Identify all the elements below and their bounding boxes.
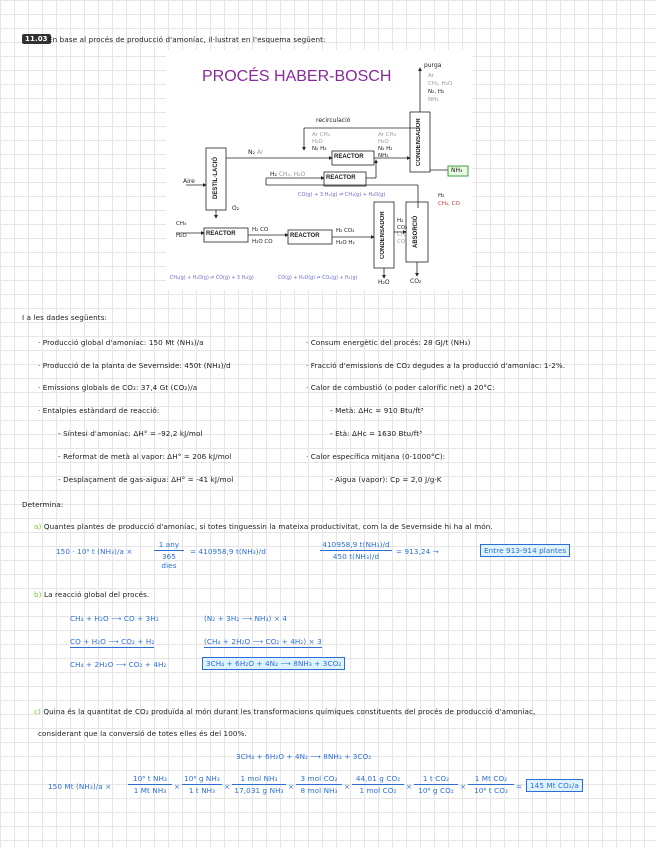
absorcio-label: ABSORCIÓ	[413, 215, 419, 249]
qb-right-1: (CH₄ + 2H₂O ⟶ CO₂ + 4H₂) × 3	[204, 637, 322, 646]
reactor-4-label: REACTOR	[290, 233, 320, 239]
data-left-2: · Emissions globals de CO₂: 37,4 Gt (CO₂)/a	[38, 383, 198, 392]
o2-label: O₂	[232, 205, 240, 212]
r3-out-bottom: H₂O CO	[252, 239, 273, 245]
r4-out-bottom: H₂O H₂	[336, 240, 355, 246]
question-b: b) La reacció global del procés.	[34, 590, 150, 599]
enthalpy-1: - Reformat de metà al vapor: ΔH° = 206 kJ/mol	[58, 452, 232, 461]
qb-reaction-1: CO + H₂O ⟶ CO₂ + H₂	[70, 637, 155, 646]
qc-calc-start: 150 Mt (NH₃)/a ×	[48, 782, 112, 791]
aire-label: Aire	[183, 178, 195, 185]
qc-answer: 145 Mt CO₂/a	[526, 779, 583, 792]
times-5: ×	[406, 782, 413, 791]
question-c-line1: c) Quina és la quantitat de CO₂ produïda al món durant les transformacions químiques constituents del procés de producció d'amoníac,	[34, 707, 536, 716]
n2-label: N₂ Ar	[248, 149, 264, 156]
absorcio-top-species: H₂ CH₄, CO	[438, 193, 460, 207]
data-right-0: · Consum energètic del procés: 28 GJ/t (NH₃)	[306, 338, 471, 347]
question-a: a) Quantes plantes de producció d'amoníac, si totes tinguessin la mateixa productivitat, com la de Severnside hi ha al món.	[34, 522, 493, 531]
r3-out-top: H₂ CO	[252, 227, 269, 233]
diagram-title: PROCÉS HABER-BOSCH	[202, 68, 392, 85]
qc-frac-1: 10⁶ t NH₃ 1 Mt NH₃	[128, 774, 172, 795]
data-left-0: · Producció global d'amoníac: 150 Mt (NH₃)/a	[38, 338, 204, 347]
recirculacio-label: recirculació	[316, 117, 351, 124]
times-2: ×	[224, 782, 231, 791]
shift-eq: CO(g) + H₂O(g) ⇌ CO₂(g) + H₂(g)	[278, 276, 358, 281]
qa-frac-2: 410958,9 t(NH₃)/d 450 t(NH₃)/d	[320, 540, 392, 561]
reforming-eq: CH₄(g) + H₂O(g) ⇌ CO(g) + 3 H₂(g)	[170, 276, 254, 281]
condensador-1-label: CONDENSADOR	[416, 118, 422, 166]
heat-capacity-label: · Calor específica mitjana (0-1000°C):	[306, 452, 446, 461]
qc-frac-5: 44,01 g CO₂ 1 mol CO₂	[352, 774, 404, 795]
qb-global-reaction: 3CH₄ + 6H₂O + 4N₂ ⟶ 8NH₃ + 3CO₂	[202, 657, 345, 670]
cond2-out-species: H₂ CO₂ CH₄ CO	[397, 218, 408, 245]
reactor1-outlet-species: Ar CH₄ H₂O N₂ H₂ NH₃	[378, 132, 396, 159]
reactor-3-label: REACTOR	[206, 231, 236, 237]
question-c-line2: considerant que la conversió de totes elles és del 100%.	[38, 729, 247, 738]
data-right-2: · Calor de combustió (o poder calorífic net) a 20°C:	[306, 383, 495, 392]
nh3-output-label: NH₃	[451, 167, 463, 174]
water-cp: - Aigua (vapor): Cp = 2,0 J/g·K	[330, 475, 442, 484]
calorific-0: - Metà: ΔHc = 910 Btu/ft³	[330, 406, 424, 415]
reactor-2-label: REACTOR	[326, 175, 356, 181]
qb-right-0: (N₂ + 3H₂ ⟶ NH₃) × 4	[204, 614, 288, 623]
h2-line-label: H₂ CH₄, H₂O	[270, 171, 306, 178]
problem-number: 11.03	[22, 34, 51, 43]
data-right-1: · Fracció d'emissions de CO₂ degudes a la producció d'amoníac: 1-2%.	[306, 361, 566, 370]
qb-reaction-2: CH₄ + 2H₂O ⟶ CO₂ + 4H₂	[70, 660, 167, 669]
destillacio-label: DESTIL·LACIÓ	[213, 157, 219, 199]
times-3: ×	[288, 782, 295, 791]
qa-answer: Entre 913-914 plantes	[480, 544, 570, 557]
methanation-eq: CO(g) + 3 H₂(g) ⇌ CH₄(g) + H₂O(g)	[298, 192, 386, 198]
bottom-inlet-species: CH₄ H₂O	[176, 221, 187, 239]
reactor-1-label: REACTOR	[334, 154, 364, 160]
qb-reaction-0: CH₄ + H₂O ⟶ CO + 3H₂	[70, 614, 159, 623]
calorific-1: - Età: ΔHc = 1630 Btu/ft³	[330, 429, 423, 438]
equals-sign: =	[516, 782, 523, 791]
reactor1-inlet-species: Ar CH₄ H₂O N₂ H₂	[312, 132, 330, 152]
enthalpy-0: - Síntesi d'amoníac: ΔH° = -92,2 kJ/mol	[58, 429, 203, 438]
co2-out-label: CO₂	[410, 278, 422, 285]
h2o-out-label: H₂O	[378, 279, 390, 286]
data-header: I a les dades següents:	[22, 313, 108, 322]
determina-label: Determina:	[22, 500, 64, 509]
process-diagram	[166, 50, 472, 290]
enthalpy-2: - Desplaçament de gas-aigua: ΔH° = -41 kJ/mol	[58, 475, 234, 484]
intro-text: En base al procés de producció d'amoníac, il·lustrat en l'esquema següent:	[48, 35, 326, 44]
times-4: ×	[344, 782, 351, 791]
qa-result-2: = 913,24 →	[396, 547, 439, 556]
qc-frac-2: 10⁶ g NH₃ 1 t NH₃	[182, 774, 222, 795]
qc-frac-6: 1 t CO₂ 10⁶ g CO₂	[414, 774, 458, 795]
qa-calc-start: 150 · 10⁶ t (NH₃)/a ×	[56, 547, 133, 556]
qc-frac-7: 1 Mt CO₂ 10⁶ t CO₂	[468, 774, 514, 795]
qc-frac-4: 3 mol CO₂ 8 mol NH₃	[296, 774, 342, 795]
qc-equation: 3CH₄ + 6H₂O + 4N₂ ⟶ 8NH₃ + 3CO₂	[236, 752, 372, 761]
purga-label: purga	[424, 62, 442, 69]
r4-out-top: H₂ CO₂	[336, 228, 355, 234]
times-1: ×	[174, 782, 181, 791]
condensador-2-label: CONDENSADOR	[380, 211, 386, 259]
purga-species: Ar CH₄, H₂O N₂, H₂ NH₃	[428, 73, 453, 103]
times-6: ×	[460, 782, 467, 791]
data-left-1: · Producció de la planta de Severnside: 450t (NH₃)/d	[38, 361, 231, 370]
data-left-3: · Entalpies estàndard de reacció:	[38, 406, 160, 415]
qc-frac-3: 1 mol NH₃ 17,031 g NH₃	[232, 774, 286, 795]
qa-result-1: = 410958,9 t(NH₃)/d	[190, 547, 266, 556]
qa-frac-1: 1 any 365 dies	[154, 540, 184, 570]
